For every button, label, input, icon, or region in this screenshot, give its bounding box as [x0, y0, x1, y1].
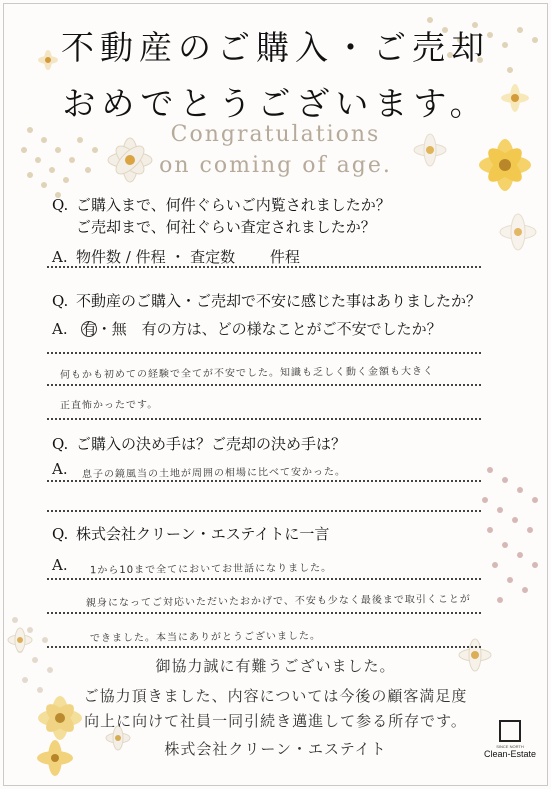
closing-thanks: 御協力誠に有難うございました。 — [155, 657, 396, 675]
option-no: ・無 — [96, 320, 127, 338]
question-label: Q. — [52, 196, 69, 214]
answer-1 — [52, 246, 300, 267]
closing-text-line1: ご協力頂きました、内容については今後の顧客満足度 — [83, 687, 468, 705]
question-4-text: 株式会社クリーン・エステイトに一言 — [76, 525, 330, 543]
closing-text-line2: 向上に向けて社員一同引続き邁進して参る所存です。 — [84, 712, 467, 730]
answer-1-text: 物件数 / 件程 ・ 査定数 件程 — [76, 248, 300, 266]
handwritten-answer-3-line1: 息子の鏡風当の土地が周囲の相場に比べて安かった。 — [81, 466, 347, 481]
handwritten-answer-4-line1: 1から10まで全てにおいてお世話になりました。 — [89, 562, 333, 577]
question-2-text: 不動産のご購入・ご売却で不安に感じた事はありましたか？ — [76, 292, 482, 310]
answer-line — [47, 384, 481, 386]
answer-line — [47, 480, 481, 482]
question-1 — [52, 194, 391, 215]
handwritten-answer-2-line1: 何もかも初めての経験で全てが不安でした。知識も乏しく動く金額も大きく — [59, 366, 435, 381]
answer-line — [47, 612, 481, 614]
circled-option-yes: 有 — [81, 320, 97, 338]
subtitle-line1: Congratulations — [170, 122, 381, 147]
logo-tagline: SINCE NORTH — [496, 744, 524, 749]
answer-line — [47, 646, 481, 648]
answer-line — [47, 352, 481, 354]
answer-3 — [52, 460, 76, 478]
question-label: Q. — [52, 435, 69, 453]
question-label: Q. — [52, 292, 69, 310]
answer-line — [47, 510, 481, 512]
answer-line — [47, 266, 481, 268]
question-2 — [52, 290, 481, 311]
question-2-followup: 有の方は、どの様なことがご不安でしたか？ — [141, 320, 442, 338]
question-1-text-line2: ご売却まで、何社ぐらい査定されましたか？ — [76, 218, 376, 236]
answer-label: A. — [52, 556, 68, 574]
page-title-line2: おめでとうございます。 — [62, 84, 489, 123]
answer-label: A. — [52, 248, 68, 266]
question-3-text: ご購入の決め手は？ご売却の決め手は？ — [76, 435, 347, 453]
page-title-line1: 不動産のご購入・ご売却 — [61, 28, 490, 67]
answer-line — [47, 418, 481, 420]
question-3 — [52, 433, 346, 454]
answer-line — [47, 578, 481, 580]
question-1-text-line1: ご購入まで、何件ぐらいご内覧されましたか？ — [76, 196, 391, 214]
answer-label: A. — [52, 460, 68, 478]
question-4 — [52, 523, 329, 544]
handwritten-answer-4-line3: できました。本当にありがとうございました。 — [89, 630, 322, 645]
company-logo — [480, 720, 540, 759]
handwritten-answer-4-line2: 親身になってご対応いただいたおかげで、不安も少なく最後まで取引くことが — [85, 593, 471, 610]
answer-label: A. — [52, 320, 68, 338]
company-name: 株式会社クリーン・エステイト — [164, 740, 387, 758]
subtitle-line2: on coming of age. — [159, 153, 392, 178]
answer-2 — [52, 318, 442, 339]
question-label: Q. — [52, 525, 69, 543]
answer-4 — [52, 556, 76, 574]
house-icon — [499, 720, 521, 742]
handwritten-answer-2-line2: 正直怖かったです。 — [59, 399, 159, 412]
logo-name: Clean-Estate — [483, 749, 537, 759]
